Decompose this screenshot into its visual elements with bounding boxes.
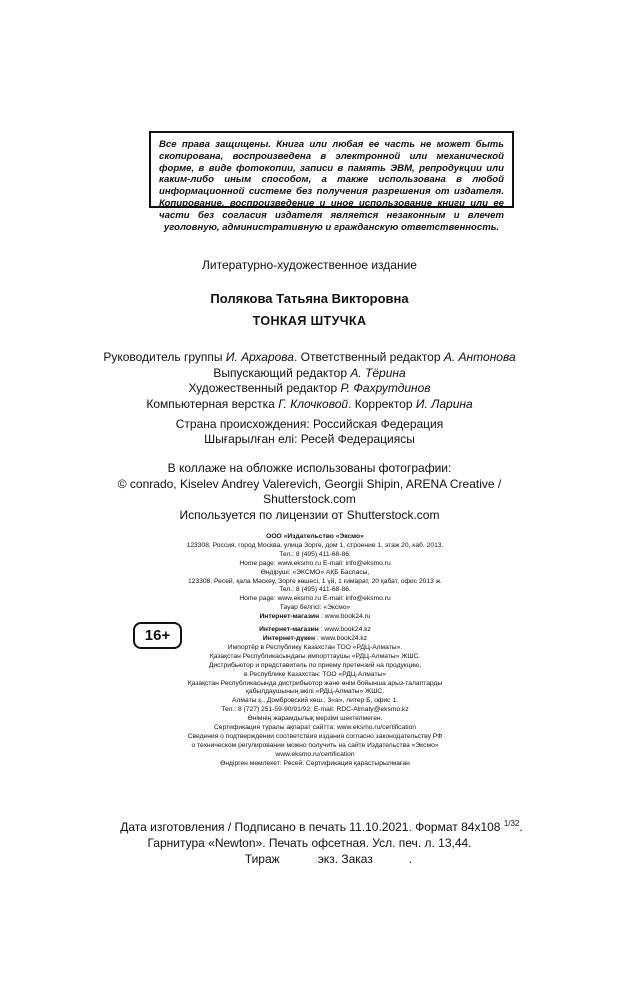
origin-ru: Страна происхождения: Российская Федерация bbox=[175, 417, 444, 431]
release-editor-name: А. Тёрина bbox=[350, 365, 406, 380]
format-fraction: 1/32 bbox=[503, 819, 520, 828]
art-editor-name: Р. Фахрутдинов bbox=[340, 381, 431, 395]
imprint-line-2: Гарнитура «Newton». Печать офсетная. Усл. печ. л. 13,44. bbox=[147, 836, 472, 850]
genre-label: Литературно-художественное издание bbox=[202, 258, 417, 272]
online-shop-kz bbox=[145, 626, 485, 635]
imprint-date-format: Дата изготовления / Подписано в печать 11.10.2021. Формат 84х108 bbox=[120, 820, 504, 834]
credits-line-2 bbox=[0, 366, 619, 382]
country-of-origin bbox=[0, 417, 619, 447]
conformity-line-3: www.eksmo.ru/certification bbox=[275, 750, 355, 758]
corrector-name: И. Ларина bbox=[415, 396, 473, 411]
origin-kz: Шығарылған елі: Ресей Федерациясы bbox=[204, 432, 415, 446]
shelf-life-kz: Өнімнің жарамдылық мерзімі шектелмеген. bbox=[247, 715, 383, 723]
origin-certification-kz: Өндірген мемлекет: Ресей. Сертификация қарастырылмаған bbox=[220, 759, 410, 767]
corrector-label: Корректор bbox=[354, 396, 413, 411]
group-head-label: Руководитель группы bbox=[103, 350, 223, 364]
publisher-maker-kz: Өндіруші: «ЭКСМО» АҚБ Баспасы, bbox=[260, 568, 370, 576]
address-almaty: Алматы қ., Домбровский көш., 3«а», литер Б, офис 1. bbox=[232, 697, 398, 705]
photo-credits-line-3: Shutterstock.com bbox=[263, 492, 356, 506]
imprint-line-3-end: . bbox=[408, 852, 413, 866]
conformity-line-1: Сведения о подтверждении соответствия издания согласно законодательству РФ bbox=[187, 732, 443, 740]
online-shop-ru bbox=[145, 613, 485, 622]
online-shop-kz2 bbox=[145, 635, 485, 644]
online-shop-ru-url: : www.book24.ru bbox=[319, 613, 371, 621]
cover-photo-credits bbox=[0, 461, 619, 523]
online-shop-kz2-url: : www.book24.kz bbox=[315, 634, 368, 642]
print-run-label: Тираж bbox=[244, 852, 280, 866]
credits-line-4: Компьютерная верстка Г. Клочковой. Корректор И. Ларина bbox=[146, 396, 473, 411]
photo-credits-line-1: В коллаже на обложке использованы фотографии: bbox=[167, 461, 452, 475]
publisher-phone-ru: Тел.: 8 (495) 411-68-86. bbox=[279, 550, 351, 558]
distributor-ru-1: Дистрибьютор и представитель по приему претензий на продукцию, bbox=[208, 661, 422, 669]
publisher-info bbox=[145, 533, 485, 769]
group-head-name: И. Архарова bbox=[225, 350, 294, 364]
editor-label: Ответственный редактор bbox=[300, 350, 441, 364]
distributor-kz-1: Қазақстан Республикасында дистрибьютор және өнім бойынша арыз-талаптарды bbox=[187, 679, 443, 687]
certification-kz: Сертификация туралы ақпарат сайтта: www.eksmo.ru/certification bbox=[213, 724, 417, 732]
importer-ru: Импортёр в Республику Казахстан ТОО «РДЦ-Алматы». bbox=[227, 643, 403, 651]
distributor-kz-2: қабылдаушының өкілі «РДЦ-Алматы» ЖШС, bbox=[245, 688, 385, 696]
online-shop-kz2-label: Интернет-дүкен bbox=[262, 634, 316, 642]
print-imprint bbox=[0, 816, 619, 867]
publisher-name: ООО «Издательство «Эксмо» bbox=[266, 533, 364, 540]
online-shop-kz-url: : www.book24.kz bbox=[318, 626, 371, 634]
importer-kz: Қазақстан Республикасындағы импорттаушы «РДЦ-Алматы» ЖШС. bbox=[209, 652, 421, 660]
conformity-line-2: о техническом регулировании можно получить на сайте Издательства «Эксмо» bbox=[191, 741, 439, 749]
imprint-line-1 bbox=[0, 816, 619, 835]
imprint-line-3 bbox=[0, 851, 619, 867]
age-rating-text: 16+ bbox=[144, 627, 171, 644]
publisher-address-kz: 123308, Ресей, қала Мәскеу, Зорге көшесі, 1 үй, 1 ғимарат, 20 қабат, офис 2013 ж. bbox=[187, 577, 443, 585]
copies-order-label: экз. Заказ bbox=[317, 852, 373, 866]
photo-credits-line-2: © conrado, Kiselev Andrey Valerevich, Georgii Shipin, ARENA Creative / bbox=[117, 476, 502, 491]
publisher-address-ru: 123308, Россия, город Москва, улица Зорге, дом 1, строение 1, этаж 20, каб. 2013. bbox=[186, 541, 444, 549]
book-title: ТОНКАЯ ШТУЧКА bbox=[252, 314, 367, 328]
publisher-phone-kz: Тел.: 8 (495) 411-68-86. bbox=[279, 586, 351, 594]
release-editor-label: Выпускающий редактор bbox=[213, 365, 347, 380]
publisher-web-ru: Home page: www.eksmo.ru E-mail: info@eksmo.ru bbox=[239, 559, 391, 567]
publisher-trademark-kz: Тауар белгісі: «Эксмо» bbox=[279, 604, 351, 612]
art-editor-label: Художественный редактор bbox=[188, 381, 338, 395]
copyright-notice-box bbox=[149, 131, 514, 233]
staff-credits bbox=[0, 350, 619, 412]
imprint-line-1-end: . bbox=[519, 820, 523, 834]
credits-line-1: Руководитель группы И. Архарова. Ответственный редактор А. Антонова bbox=[103, 350, 516, 364]
layout-label: Компьютерная верстка bbox=[146, 396, 275, 411]
copyright-notice-text: Все права защищены. Книга или любая ее часть не может быть скопирована, воспроизведена в электронной или механической форме, в виде фотокопии, записи в память ЭВМ, репродукции или каким-либо иным способом, а также использована в любой информационной системе без получения разрешения от издателя. Копирование, воспроизведение и иное использование книги или ее части без согласия издателя является незаконным и влечет уголовную, административную и гражданскую ответственность. bbox=[159, 139, 504, 233]
distributor-ru-2: в Республике Казахстан: ТОО «РДЦ-Алматы» bbox=[243, 670, 387, 678]
online-shop-ru-label: Интернет-магазин bbox=[259, 613, 320, 621]
age-rating-badge bbox=[133, 622, 182, 649]
layout-name: Г. Клочковой bbox=[278, 396, 349, 411]
publisher-web-kz: Home page: www.eksmo.ru E-mail: info@eksmo.ru bbox=[239, 595, 391, 603]
credits-line-3 bbox=[0, 381, 619, 397]
photo-credits-line-4: Используется по лицензии от Shutterstock.com bbox=[179, 507, 440, 522]
online-shop-kz-label: Интернет-магазин bbox=[259, 626, 319, 634]
author-name: Полякова Татьяна Викторовна bbox=[210, 291, 409, 306]
phone-almaty: Тел.: 8 (727) 251-59-90/91/92; E-mail: RDC-Almaty@eksmo.kz bbox=[221, 706, 409, 714]
editor-name: А. Антонова bbox=[443, 350, 516, 364]
